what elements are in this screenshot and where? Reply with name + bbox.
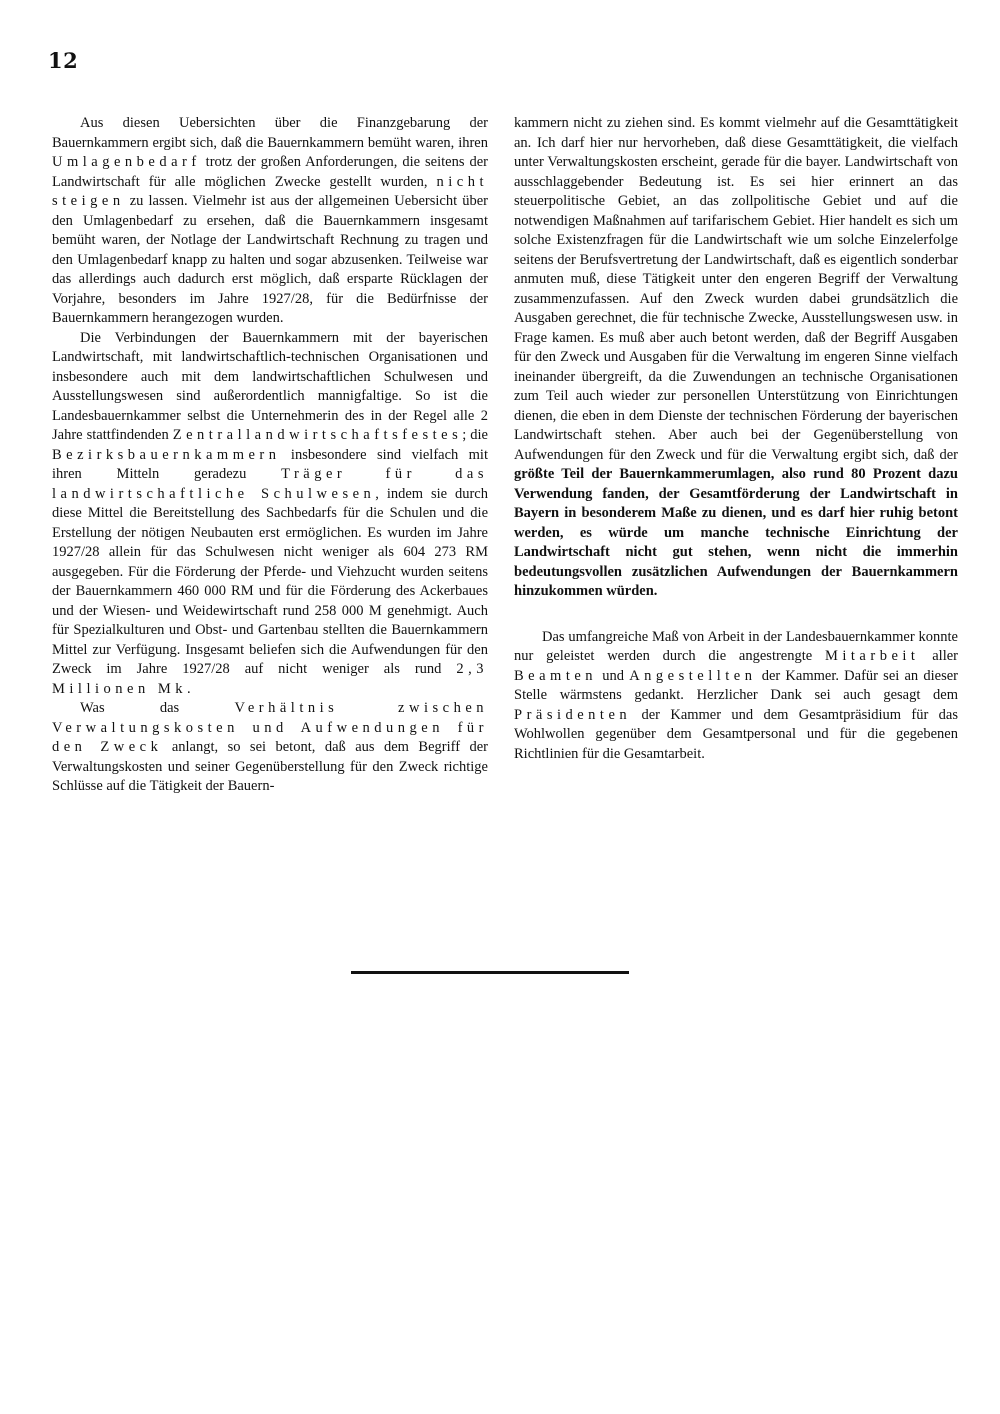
spaced-emphasis: nicht steigen xyxy=(52,173,488,209)
right-column xyxy=(514,114,958,764)
paragraph-dank: Das umfangreiche Maß von Arbeit in der Landesbauernkammer konnte nur geleistet werden durch die angestrengte Mitarbeit aller Beamten und Angestellten der Kammer. Dafür sei an dieser Stelle wärmstens gedankt. Herzlicher Dank sei auch gesagt dem Präsidenten der Kammer und dem Gesamtpräsidium für das Wohlwollen gegenüber dem Gesamtpersonal und für die gegebenen Richtlinien für die Gesamtarbeit. xyxy=(514,628,958,762)
spaced-emphasis: Träger für das landwirtschaftliche Schulwesen xyxy=(52,466,488,502)
paragraph-verhaeltnis: Was das Verhältnis zwischen Verwaltungskosten und Aufwendungen für den Zweck anlangt, so sei betont, daß aus dem Begriff der Verwaltungskosten und seiner Gegenüberstellung für den Zweck richtige Schlüsse auf die Tätigkeit der Bauern- xyxy=(52,700,489,794)
page-number: 12 xyxy=(48,48,79,73)
spaced-emphasis: Verhältnis zwischen Verwaltungskosten und Aufwendungen für den Zweck xyxy=(52,700,488,755)
paragraph-verbindungen: Die Verbindungen der Bauernkammern mit der bayerischen Landwirtschaft, mit landwirtschaftlich-technischen Organisationen und insbesondere auch mit dem landwirtschaftlichen Schulwesen und Ausstellungswesen sind außerordentlich mannigfaltige. So ist die Landesbauernkammer selbst die Unternehmerin des in der Regel alle 2 Jahre stattfindenden Zentrallandwirtschaftsfestes; die Bezirksbauernkammern insbesondere sind vielfach mit ihren Mitteln geradezu Träger für das landwirtschaftliche Schulwesen, indem sie durch diese Mittel die Bereitstellung des Sachbedarfs für die Schulen und die Erstellung der nötigen Neubauten erst ermöglichen. Es wurden im Jahre 1927/28 allein für das Schulwesen nicht weniger als 604 273 RM ausgegeben. Für die Förderung der Pferde- und Viehzucht wurden seitens der Bauernkammern 460 000 RM und für die Förderung des Ackerbaues und der Wiesen- und Weidewirtschaft rund 258 000 M genehmigt. Auch für Spezialkulturen und Obst- und Gartenbau stellten die Bauernkammern Mittel zur Verfügung. Insgesamt beliefen sich die Aufwendungen für den Zweck im Jahre 1927/28 auf nicht weniger als rund 2,3 Millionen Mk. xyxy=(52,329,488,697)
spaced-emphasis: Präsidenten xyxy=(514,706,632,723)
spaced-emphasis: Beamten xyxy=(514,667,598,684)
spaced-emphasis: Bezirksbauernkammern xyxy=(52,446,281,463)
spaced-emphasis: Angestellten xyxy=(629,667,757,684)
paragraph-finanzgebarung: Aus diesen Uebersichten über die Finanzgebarung der Bauernkammern ergibt sich, daß die Bauernkammern bemüht waren, ihren Umlagenbedarf trotz der großen Anforderungen, die seitens der Landwirtschaft für alle möglichen Zwecke gestellt wurden, nicht steigen zu lassen. Vielmehr ist aus der allgemeinen Uebersicht über den Umlagenbedarf zu ersehen, daß die Bauernkammern insgesamt bemüht waren, der Notlage der Landwirtschaft Rechnung zu tragen und den Umlagenbedarf knapp zu halten und sogar abzusenken. Teilweise war das allerdings auch dadurch erst möglich, daß ersparte Rücklagen der Vorjahre, besonders im Jahre 1927/28, für die Bedürfnisse der Bauernkammern herangezogen wurden. xyxy=(52,115,488,326)
spaced-emphasis: Mitarbeit xyxy=(824,648,920,664)
left-column xyxy=(52,114,488,797)
spaced-emphasis: Umlagenbedarf xyxy=(52,154,201,170)
paragraph-gap xyxy=(514,602,958,628)
closing-rule xyxy=(351,971,629,974)
bold-emphasis: größte Teil der Bauernkammerumlagen, also rund 80 Prozent dazu Verwendung fanden, der Gesamtförderung der Landwirtschaft in Bayern in besonderem Maße zu dienen, und es darf hier ruhig betont werden, es würde um manche technische Einrichtung der Landwirtschaft nicht gut stehen, wenn nicht die immerhin bedeutungsvollen zusätzlichen Aufwendungen der Bauernkammern hinzukommen würden. xyxy=(514,466,958,599)
spaced-emphasis: 2,3 Millionen Mk. xyxy=(52,661,488,697)
spaced-emphasis: Zentrallandwirtschaftsfestes xyxy=(172,427,463,443)
paragraph-gesamttaetigkeit: kammern nicht zu ziehen sind. Es kommt vielmehr auf die Gesamttätigkeit an. Ich darf hier nur hervorheben, daß diese Gesamttätigkeit, die vielfach unter Verwaltungskosten erscheint, gerade für die bayer. Landwirtschaft von ausschlaggebender Bedeutung ist. Es sei hier erinnert an das steuerpolitische Gebiet, an das zollpolitische Gebiet und auf die notwendigen Maßnahmen auf tarifarischem Gebiet. Hier handelt es sich um solche Existenzfragen für die Landwirtschaft wie um solche Einzelerfolge seitens der Berufsvertretung der Landwirtschaft, daß es eigentlich sonderbar anmuten muß, diese Tätigkeit unter den engeren Begriff der Verwaltung zusammenzufassen. Auf den Zweck wurden dabei grundsätzlich die Ausgaben gerechnet, die für technische Zwecke, Ausstellungswesen usw. in Frage kamen. Es muß aber auch betont werden, daß der Begriff Ausgaben für den Zweck und Ausgaben für die Verwaltung im engeren Sinne vielfach ineinander übergreift, da die Zuwendungen an technische Organisationen zum Teil auch wieder zur personellen Unterstützung von Einrichtungen dienen, die eben in dem Dienste der technischen Förderung der bayerischen Landwirtschaft stehen. Aber auch bei der Gegenüberstellung von Aufwendungen für den Zweck und für die Verwaltung ergibt sich, daß der größte Teil der Bauernkammerumlagen, also rund 80 Prozent dazu Verwendung fanden, der Gesamtförderung der Landwirtschaft in Bayern in besonderem Maße zu dienen, und es darf hier ruhig betont werden, es würde um manche technische Einrichtung der Landwirtschaft nicht gut stehen, wenn nicht die immerhin bedeutungsvollen zusätzlichen Aufwendungen der Bauernkammern hinzukommen würden. xyxy=(514,115,958,599)
